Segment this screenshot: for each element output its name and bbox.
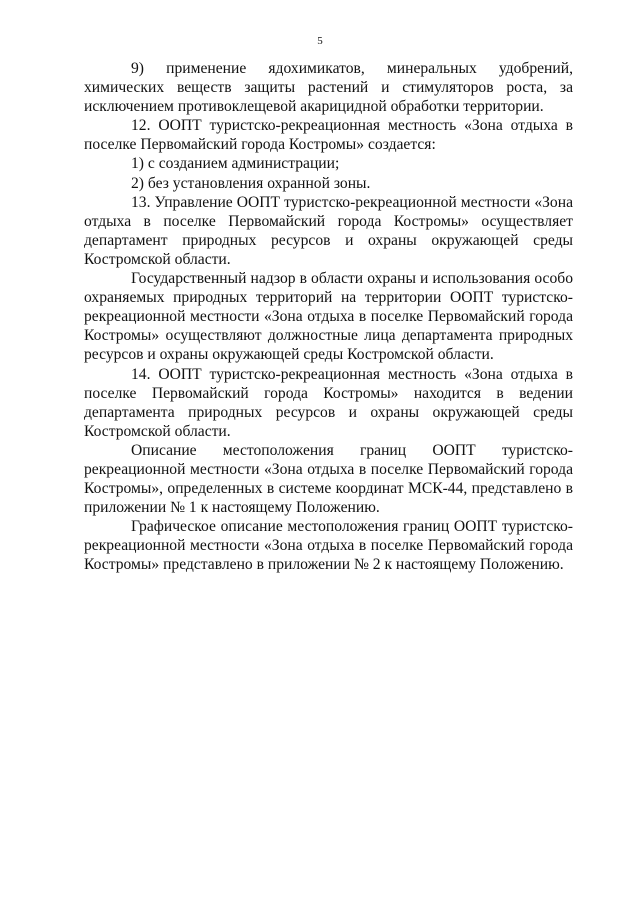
page-number: 5: [317, 35, 323, 47]
document-body: [84, 59, 573, 575]
paragraph-subitem-1: 1) с созданием администрации;: [131, 155, 340, 173]
paragraph-item-13: 13. Управление ООПТ туристско-рекреационной местности «Зона отдыха в поселке Первомайский города Костромы» осуществляет департамент природных ресурсов и охраны окружающей среды Костромской области.: [84, 193, 573, 268]
paragraph-boundary-description: Описание местоположения границ ООПТ туристско-рекреационной местности «Зона отдыха в поселке Первомайский города Костромы», определенных в системе координат МСК-44, представлено в приложении № 1 к настоящему Положению.: [84, 441, 573, 517]
paragraph-item-12: 12. ООПТ туристско-рекреационная местность «Зона отдыха в поселке Первомайский города Костромы» создается:: [84, 117, 573, 154]
paragraph-graphic-description: Графическое описание местоположения границ ООПТ туристско-рекреационной местности «Зона отдыха в поселке Первомайский города Костромы» представлено в приложении № 2 к настоящему Положению.: [84, 518, 573, 574]
paragraph-item-14: 14. ООПТ туристско-рекреационная местность «Зона отдыха в поселке Первомайский города Костромы» находится в ведении департамента природных ресурсов и охраны окружающей среды Костромской области.: [84, 365, 573, 440]
paragraph-state-supervision: Государственный надзор в области охраны и использования особо охраняемых природных территорий на территории ООПТ туристско-рекреационной местности «Зона отдыха в поселке Первомайский города Костромы» осуществляют должностные лица департамента природных ресурсов и охраны окружающей среды Костромской области.: [84, 270, 573, 364]
paragraph-item-9: 9) применение ядохимикатов, минеральных удобрений, химических веществ защиты растений и стимуляторов роста, за исключением противоклещевой акарицидной обработки территории.: [84, 60, 573, 116]
paragraph-subitem-2: 2) без установления охранной зоны.: [131, 174, 371, 192]
